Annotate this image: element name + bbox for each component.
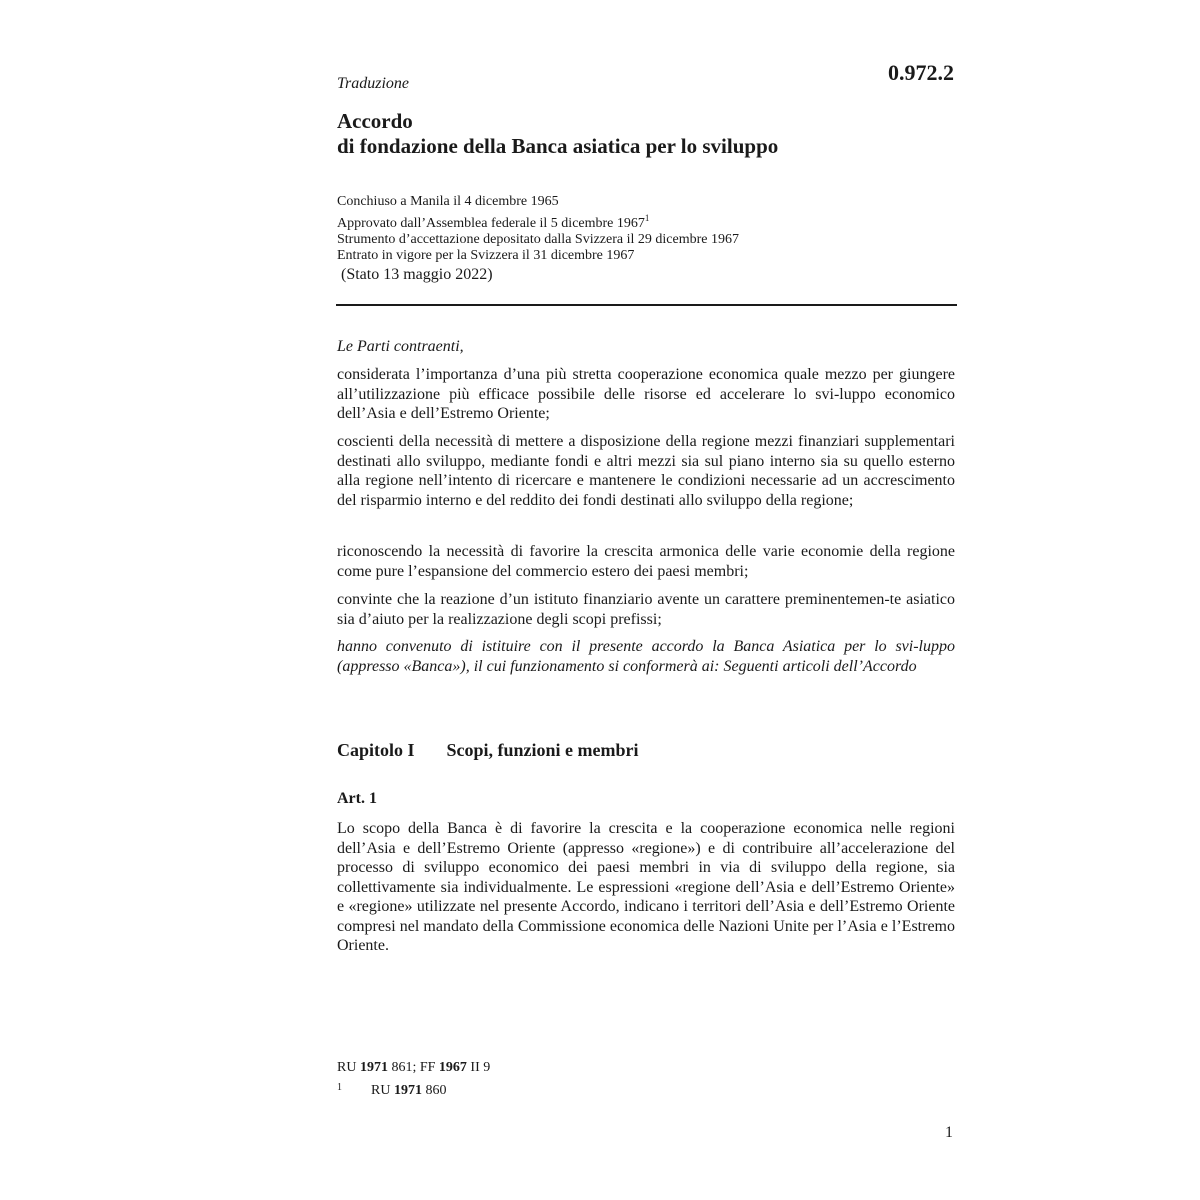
title-line-1: Accordo: [337, 109, 413, 133]
header-divider: [336, 304, 957, 306]
meta-instrument: Strumento d’accettazione depositato dalla Svizzera il 29 dicembre 1967: [337, 232, 739, 247]
page-number: 1: [945, 1124, 953, 1141]
footnote-1: 1 RU 1971 860: [337, 1078, 490, 1101]
document-metadata: [337, 194, 739, 264]
preamble-paragraph: convinte che la reazione d’un istituto finanziario avente un carattere preminentemen-te asiatico sia d’aiuto per la realizzazione degli scopi prefissi;: [337, 591, 955, 628]
footnote-ref[interactable]: 1: [644, 213, 650, 223]
chapter-heading: [337, 740, 639, 761]
meta-in-force: Entrato in vigore per la Svizzera il 31 dicembre 1967: [337, 248, 635, 263]
sr-number: 0.972.2: [888, 60, 954, 85]
article-heading: Art. 1: [337, 790, 377, 807]
document-title: [337, 109, 778, 159]
footnote-marker: 1: [337, 1082, 342, 1093]
preamble-parties: Le Parti contraenti,: [337, 338, 464, 355]
translation-label: Traduzione: [337, 75, 410, 92]
preamble-conclusion: hanno convenuto di istituire con il presente accordo la Banca Asiatica per lo svi-luppo (appresso «Banca»), il cui funzionamento si conformerà ai: Seguenti articoli dell’Accordo: [337, 638, 955, 675]
meta-approved: Approvato dall’Assemblea federale il 5 dicembre 1967: [337, 216, 645, 231]
preamble-paragraph: coscienti della necessità di mettere a disposizione della regione mezzi finanziari supplementari destinati allo sviluppo, mediante fondi e altri mezzi sia sul piano interno sia su quello esterno alla regione nell’intento di ricercare e mantenere le condizioni necessarie ad un accrescimento del risparmio interno e del reddito dei fondi destinati allo sviluppo della regione;: [337, 433, 955, 509]
title-line-2: di fondazione della Banca asiatica per lo sviluppo: [337, 134, 779, 158]
preamble-paragraph: riconoscendo la necessità di favorire la crescita armonica delle varie economie della regione come pure l’espansione del commercio estero dei paesi membri;: [337, 543, 955, 580]
footnotes: [337, 1058, 490, 1101]
source-reference: RU 1971 861; FF 1967 II 9: [337, 1060, 491, 1075]
status-date: (Stato 13 maggio 2022): [341, 266, 493, 283]
chapter-label: Capitolo I: [337, 740, 415, 760]
preamble-paragraph: considerata l’importanza d’una più stretta cooperazione economica quale mezzo per giungere all’utilizzazione più efficace possibile delle risorse ed accelerare lo svi-luppo economico dell’Asia e dell’Estremo Oriente;: [337, 366, 955, 422]
meta-concluded: Conchiuso a Manila il 4 dicembre 1965: [337, 194, 559, 209]
article-text: Lo scopo della Banca è di favorire la crescita e la cooperazione economica nelle regioni dell’Asia e dell’Estremo Oriente (appresso «regione») e di contribuire all’accelerazione del processo di sviluppo economico dei paesi membri in via di sviluppo della regione, sia collettivamente sia individualmente. Le espressioni «regione dell’Asia e dell’Estremo Oriente» e «regione» utilizzate nel presente Accordo, indicano i territori dell’Asia e dell’Estremo Oriente compresi nel mandato della Commissione economica delle Nazioni Unite per l’Asia e l’Estremo Oriente.: [337, 820, 955, 954]
meta-approved-row: [337, 210, 739, 232]
chapter-title: Scopi, funzioni e membri: [446, 740, 639, 760]
